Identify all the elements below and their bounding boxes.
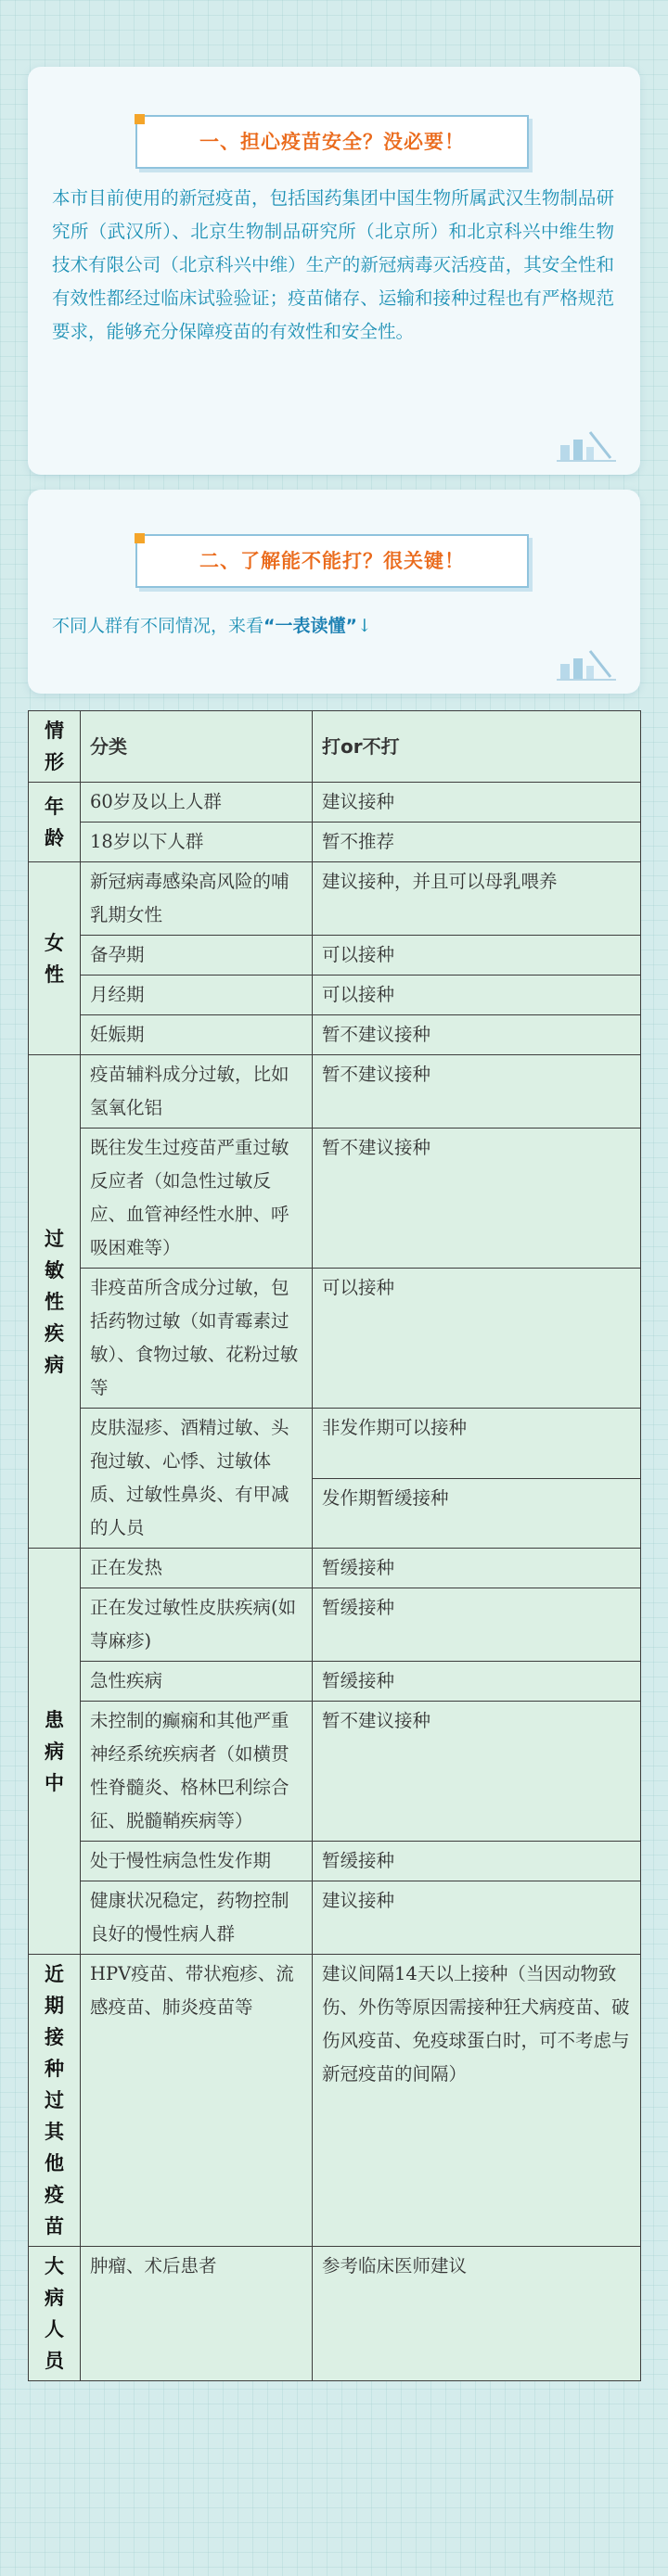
section1-title-text: 一、担心疫苗安全？没必要！: [199, 131, 465, 153]
eligibility-card: [28, 490, 640, 694]
category-cell: 处于慢性病急性发作期: [81, 1842, 313, 1881]
advice-cell: 可以接种: [313, 936, 641, 976]
advice-cell: 非发作期可以接种: [313, 1409, 641, 1479]
advice-cell: 可以接种: [313, 976, 641, 1015]
category-cell: 肿瘤、术后患者: [81, 2247, 313, 2381]
advice-cell: 建议接种: [313, 1881, 641, 1955]
table-row: [29, 1269, 641, 1409]
safety-paragraph: 本市目前使用的新冠疫苗，包括国药集团中国生物所属武汉生物制品研究所（武汉所）、北京生物制品研究所（北京所）和北京科兴中维生物技术有限公司（北京科兴中维）生产的新冠病毒灭活疫苗，其安全性和有效性都经过临床试验验证；疫苗储存、运输和接种过程也有严格规范要求，能够充分保障疫苗的有效性和安全性。: [52, 187, 614, 342]
vaccination-table: [28, 710, 641, 2381]
table-row: [29, 1955, 641, 2247]
table-row: [29, 1549, 641, 1588]
table-row: [29, 862, 641, 936]
category-cell: 正在发热: [81, 1549, 313, 1588]
table-row: [29, 1588, 641, 1662]
table-row: [29, 2247, 641, 2381]
advice-cell: 参考临床医师建议: [313, 2247, 641, 2381]
advice-cell: 发作期暂缓接种: [313, 1478, 641, 1549]
intro-emphasis: “一表读懂”: [263, 616, 357, 636]
category-cell: 60岁及以上人群: [81, 783, 313, 823]
needle-vial-icon: [557, 645, 616, 682]
section-title-safety: [135, 115, 529, 169]
category-cell: 疫苗辅料成分过敏，比如氢氧化铝: [81, 1055, 313, 1129]
category-cell: 既往发生过疫苗严重过敏反应者（如急性过敏反应、血管神经性水肿、呼吸困难等）: [81, 1129, 313, 1269]
category-cell: HPV疫苗、带状疱疹、流感疫苗、肺炎疫苗等: [81, 1955, 313, 2247]
advice-cell: 建议接种，并且可以母乳喂养: [313, 862, 641, 936]
table-row: [29, 783, 641, 823]
section-title-eligibility: [135, 534, 529, 588]
table-header-row: [29, 711, 641, 783]
category-cell: 非疫苗所含成分过敏，包括药物过敏（如青霉素过敏）、食物过敏、花粉过敏等: [81, 1269, 313, 1409]
advice-cell: 暂不建议接种: [313, 1015, 641, 1055]
advice-cell: 暂不推荐: [313, 823, 641, 862]
header-situation: 情 形: [29, 711, 81, 783]
table-row: [29, 936, 641, 976]
category-cell: 急性疾病: [81, 1662, 313, 1702]
advice-cell: 建议间隔14天以上接种（当因动物致伤、外伤等原因需接种狂犬病疫苗、破伤风疫苗、免疫球蛋白时，可不考虑与新冠疫苗的间隔）: [313, 1955, 641, 2247]
table-row: [29, 1881, 641, 1955]
category-cell: 皮肤湿疹、酒精过敏、头孢过敏、心悸、过敏体质、过敏性鼻炎、有甲减的人员: [81, 1409, 313, 1549]
table-row: [29, 1662, 641, 1702]
advice-cell: 暂缓接种: [313, 1549, 641, 1588]
intro-prefix: 不同人群有不同情况，来看: [52, 616, 264, 636]
category-cell: 18岁以下人群: [81, 823, 313, 862]
advice-cell: 暂不建议接种: [313, 1055, 641, 1129]
group-label: 过 敏 性 疾 病: [29, 1055, 81, 1549]
table-row: [29, 1842, 641, 1881]
title-corner-decoration: [135, 114, 145, 124]
group-label: 大 病 人 员: [29, 2247, 81, 2381]
group-label: 女 性: [29, 862, 81, 1055]
advice-cell: 暂缓接种: [313, 1662, 641, 1702]
safety-card: [28, 67, 640, 475]
table-row: [29, 1129, 641, 1269]
table-row: [29, 823, 641, 862]
section2-title-text: 二、了解能不能打？很关键！: [199, 550, 465, 572]
category-cell: 健康状况稳定，药物控制良好的慢性病人群: [81, 1881, 313, 1955]
table-row: [29, 1702, 641, 1842]
category-cell: 正在发过敏性皮肤疾病(如荨麻疹): [81, 1588, 313, 1662]
category-cell: 月经期: [81, 976, 313, 1015]
advice-cell: 暂不建议接种: [313, 1702, 641, 1842]
needle-vial-icon: [557, 427, 616, 464]
advice-cell: 建议接种: [313, 783, 641, 823]
group-label: 患 病 中: [29, 1549, 81, 1955]
group-label: 近 期 接 种 过 其 他 疫 苗: [29, 1955, 81, 2247]
vaccination-table-container: [28, 710, 640, 2381]
table-row: [29, 1409, 641, 1479]
header-advice: 打or不打: [313, 711, 641, 783]
category-cell: 备孕期: [81, 936, 313, 976]
table-row: [29, 976, 641, 1015]
header-category: 分类: [81, 711, 313, 783]
advice-cell: 可以接种: [313, 1269, 641, 1409]
table-intro: [52, 612, 614, 637]
table-row: [29, 1015, 641, 1055]
category-cell: 新冠病毒感染高风险的哺乳期女性: [81, 862, 313, 936]
category-cell: 妊娠期: [81, 1015, 313, 1055]
down-arrow-icon: ↓: [357, 616, 372, 636]
table-row: [29, 1055, 641, 1129]
advice-cell: 暂不建议接种: [313, 1129, 641, 1269]
category-cell: 未控制的癫痫和其他严重神经系统疾病者（如横贯性脊髓炎、格林巴利综合征、脱髓鞘疾病等）: [81, 1702, 313, 1842]
title-corner-decoration: [135, 533, 145, 543]
advice-cell: 暂缓接种: [313, 1842, 641, 1881]
advice-cell: 暂缓接种: [313, 1588, 641, 1662]
group-label: 年 龄: [29, 783, 81, 862]
